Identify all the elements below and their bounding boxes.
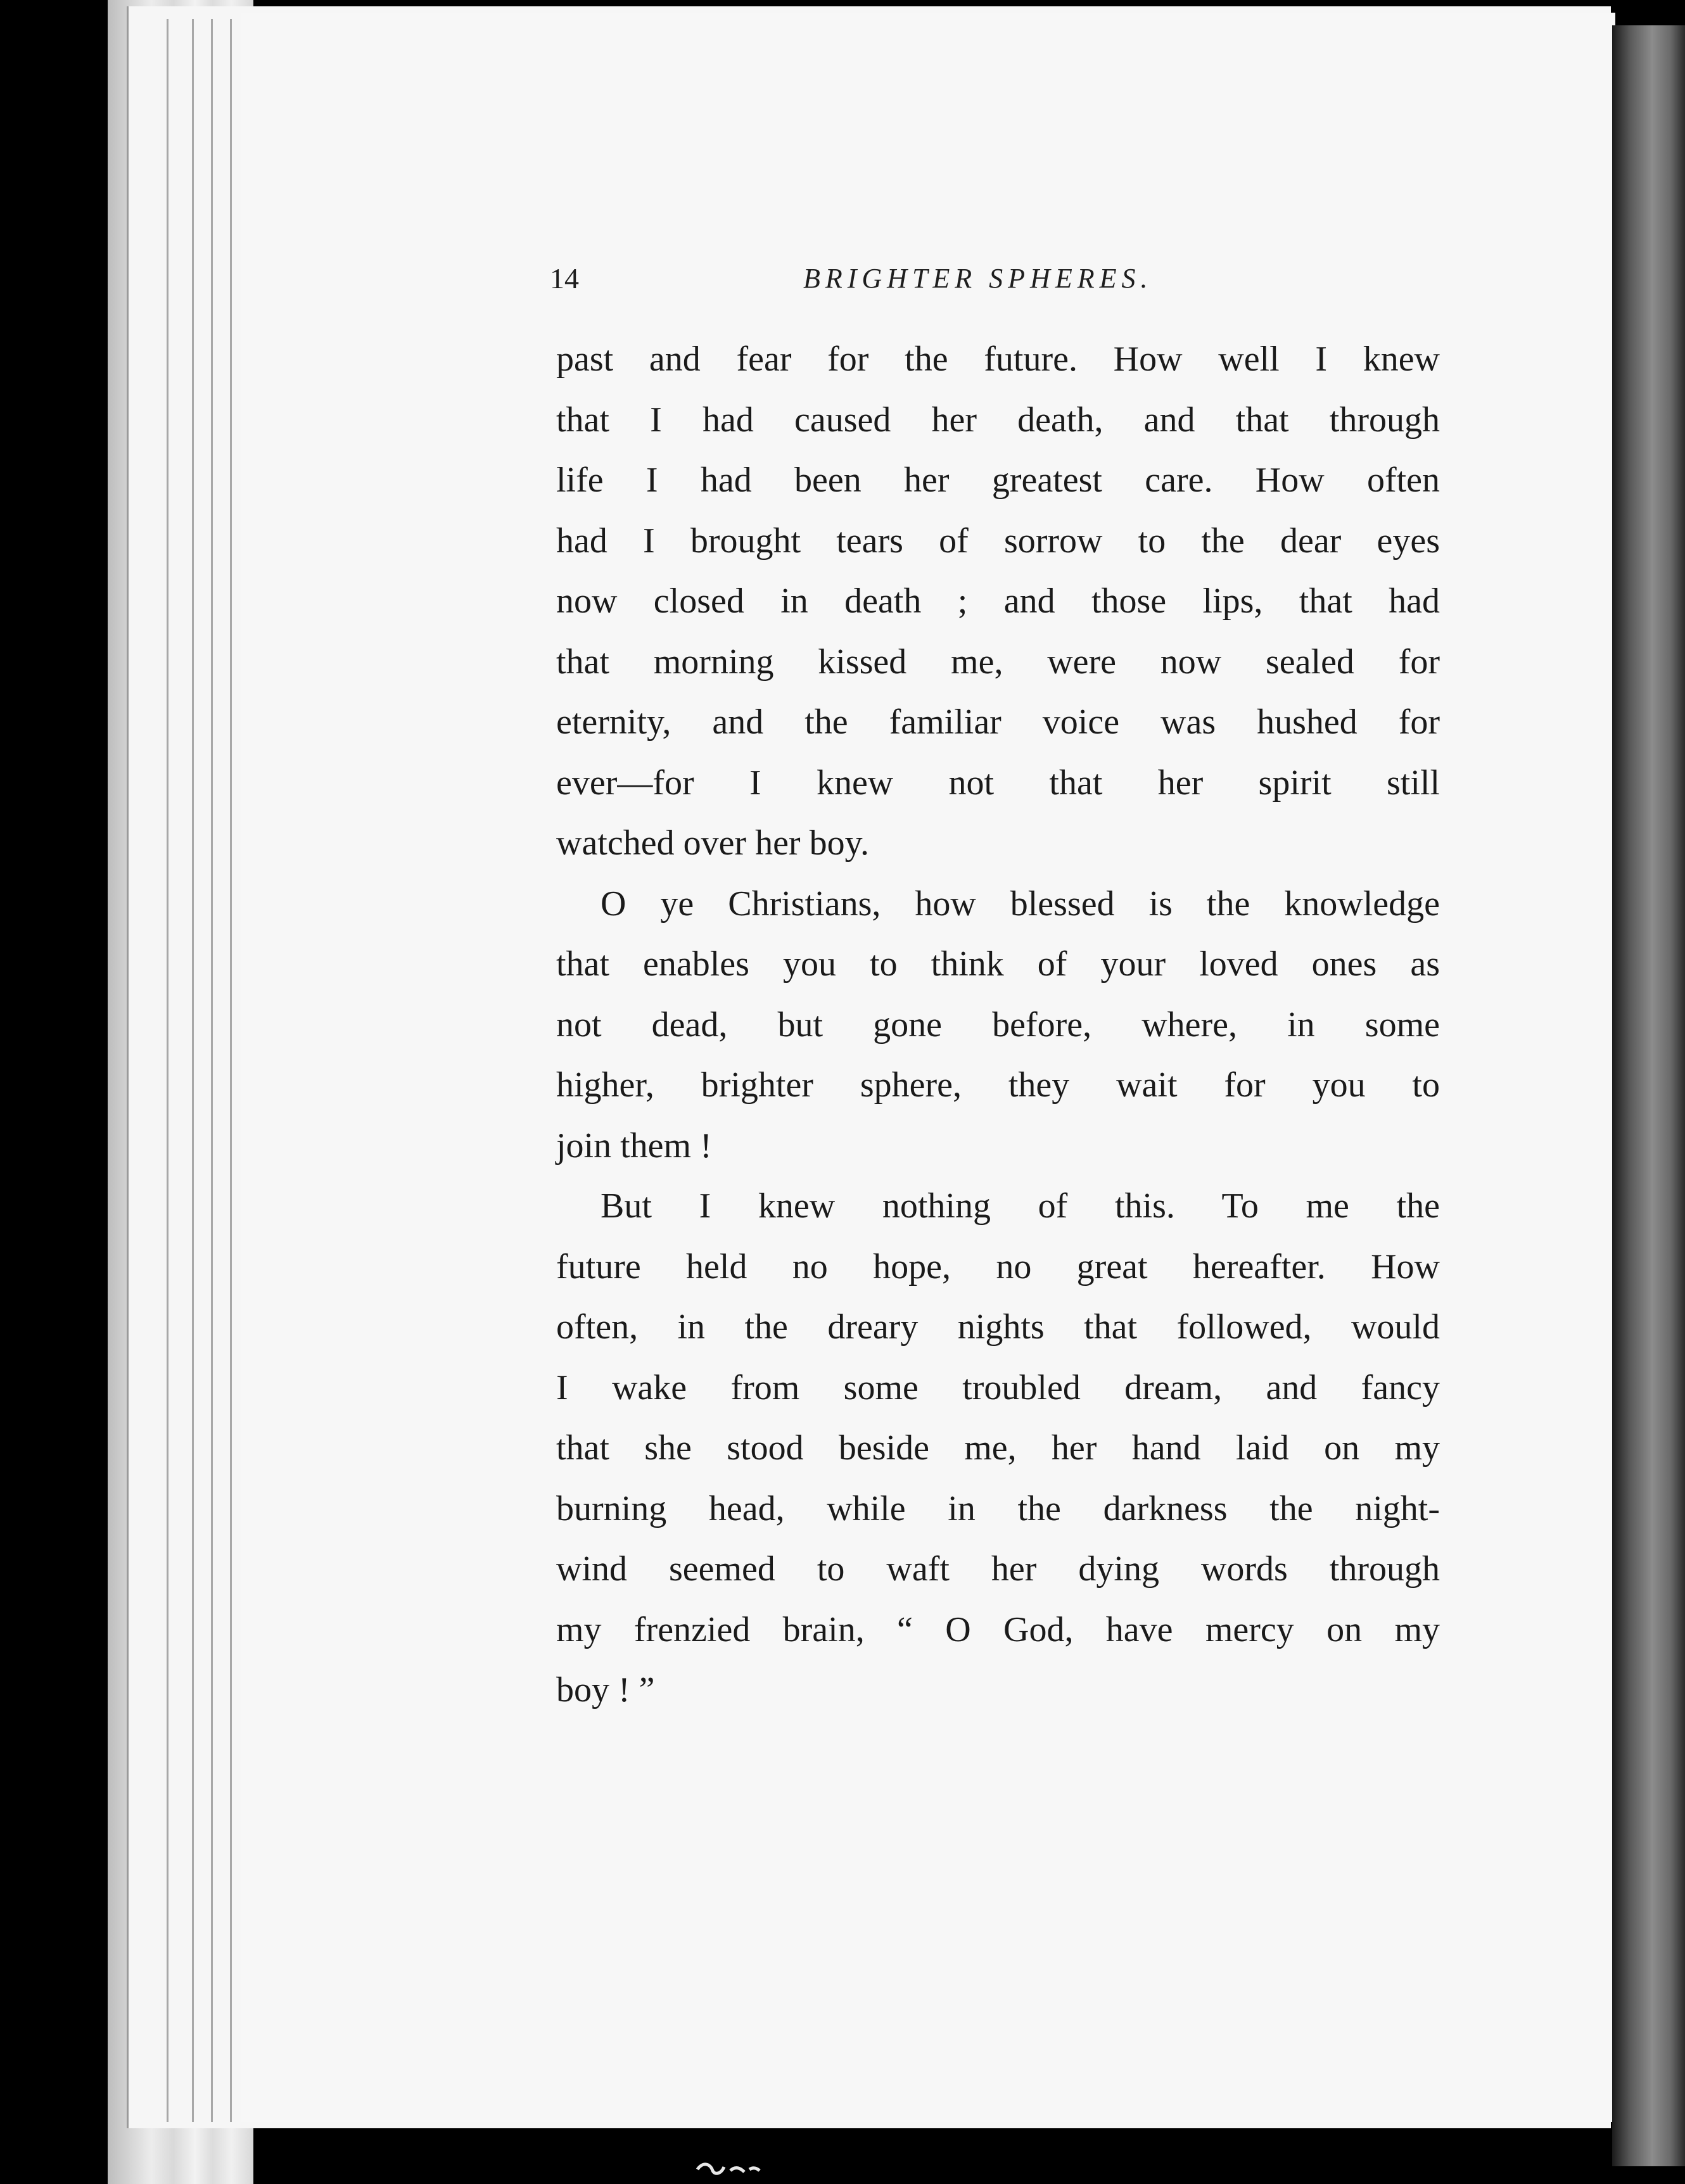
text-line: wind seemed to waft her dying words through (556, 1549, 1440, 1589)
text-line: often, in the dreary nights that followed, would (556, 1307, 1440, 1347)
text-line: eternity, and the familiar voice was hushed for (556, 702, 1440, 742)
page-edge-line (167, 19, 168, 2122)
text-line: future held no hope, no great hereafter. How (556, 1247, 1440, 1286)
text-line: that morning kissed me, were now sealed for (556, 642, 1440, 682)
text-line: life I had been her greatest care. How often (556, 460, 1440, 500)
text-line: O ye Christians, how blessed is the knowledge (601, 884, 1440, 924)
page-edge-line (192, 19, 194, 2122)
text-line: higher, brighter sphere, they wait for you to (556, 1065, 1440, 1105)
text-line: watched over her boy. (556, 823, 869, 863)
text-line: boy ! ” (556, 1670, 655, 1710)
page-edge-line (230, 19, 232, 2122)
text-line: now closed in death ; and those lips, that had (556, 581, 1440, 621)
text-line: I wake from some troubled dream, and fancy (556, 1368, 1440, 1407)
text-line: But I knew nothing of this. To me the (601, 1186, 1440, 1226)
text-line: that enables you to think of your loved ones as (556, 944, 1440, 984)
paragraph (556, 329, 1440, 874)
text-line: burning head, while in the darkness the night- (556, 1489, 1440, 1528)
paragraph (556, 874, 1440, 1177)
running-title: BRIGHTER SPHERES. (803, 263, 1153, 294)
page-edge-line (211, 19, 213, 2122)
text-line: that I had caused her death, and that through (556, 400, 1440, 440)
text-line: my frenzied brain, “ O God, have mercy on my (556, 1609, 1440, 1649)
text-line: join them ! (556, 1126, 712, 1165)
book-cover-edge (1612, 25, 1685, 2166)
text-line: past and fear for the future. How well I knew (556, 340, 1440, 379)
text-line: had I brought tears of sorrow to the dear eyes (556, 521, 1440, 561)
text-line: that she stood beside me, her hand laid on my (556, 1428, 1440, 1468)
paragraph (556, 1176, 1440, 1721)
text-line: ever—for I knew not that her spirit still (556, 763, 1440, 803)
text-line: not dead, but gone before, where, in some (556, 1005, 1440, 1044)
body-text (556, 329, 1440, 1721)
page-number: 14 (550, 262, 579, 295)
ink-smudge-mark (694, 2157, 763, 2178)
running-head (550, 253, 1221, 304)
